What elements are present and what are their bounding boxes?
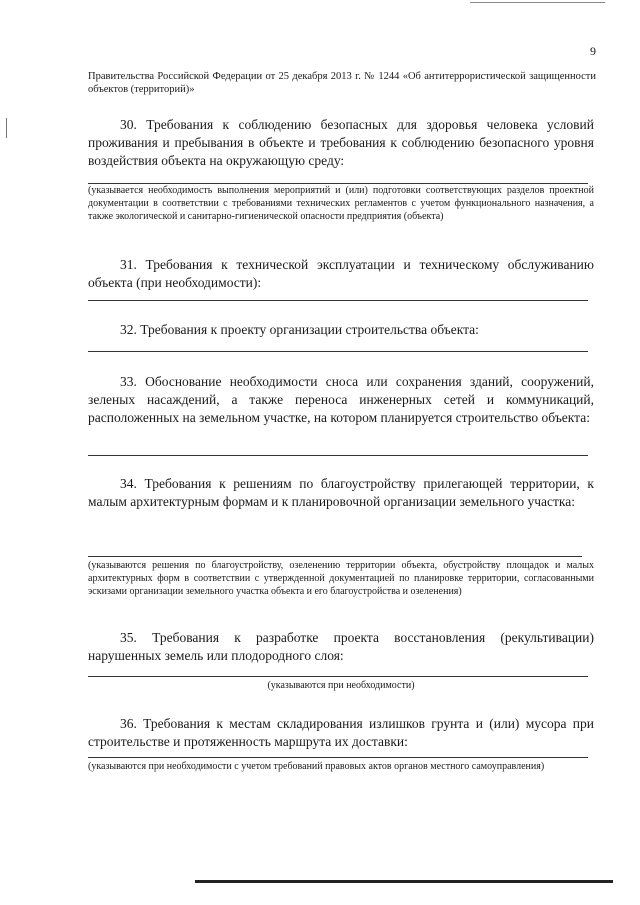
section-31-text: 31. Требования к технической эксплуатации и техническому обслуживанию объекта (при необходимости): (88, 257, 594, 290)
section-34-note: (указываются решения по благоустройству, озеленению территории объекта, обустройству площадок и малых архитектурных форм в соответствии с утвержденной документацией по планировке территории, согласованными эскизами организации земельного участка объекта и его благоустройства и озеленения) (88, 560, 594, 597)
section-36-fill-line (88, 757, 588, 758)
section-31-fill-line (88, 300, 588, 301)
section-33-fill-line (88, 455, 588, 456)
section-35-note: (указываются при необходимости) (267, 680, 415, 691)
section-36-text: 36. Требования к местам складирования излишков грунта и (или) мусора при строительстве и протяженность маршрута их доставки: (88, 716, 594, 749)
section-34-fill-line (88, 556, 582, 557)
section-30-note: (указывается необходимость выполнения мероприятий и (или) подготовки соответствующих разделов проектной документации в соответствии с требованиями технических регламентов с учетом функционального назначения, а также экологической и санитарно-гигиенической опасности предприятия (объекта) (88, 185, 594, 222)
page-number: 9 (590, 44, 596, 58)
scan-artifact-bottom-bar (195, 880, 613, 883)
header-note: Правительства Российской Федерации от 25 декабря 2013 г. № 1244 «Об антитеррористической защищенности объектов (территорий)» (88, 71, 596, 95)
section-36-note: (указываются при необходимости с учетом требований правовых актов органов местного самоуправления) (88, 761, 545, 772)
section-35-text: 35. Требования к разработке проекта восстановления (рекультивации) нарушенных земель или плодородного слоя: (88, 630, 594, 663)
section-33-text: 33. Обоснование необходимости сноса или сохранения зданий, сооружений, зеленых насаждений, а также переноса инженерных сетей и коммуникаций, расположенных на земельном участке, на котором планируется строительство объекта: (88, 374, 594, 425)
scan-artifact-top-line (470, 2, 605, 3)
scan-artifact-left-mark (6, 118, 7, 138)
section-32-text: 32. Требования к проекту организации строительства объекта: (120, 322, 479, 337)
section-30-text: 30. Требования к соблюдению безопасных для здоровья человека условий проживания и пребывания в объекте и требования к соблюдению безопасного уровня воздействия объекта на окружающую среду: (88, 117, 594, 168)
section-35-fill-line (88, 676, 588, 677)
section-32-fill-line (88, 351, 588, 352)
section-34-text: 34. Требования к решениям по благоустройству прилегающей территории, к малым архитектурным формам и к планировочной организации земельного участка: (88, 476, 594, 509)
